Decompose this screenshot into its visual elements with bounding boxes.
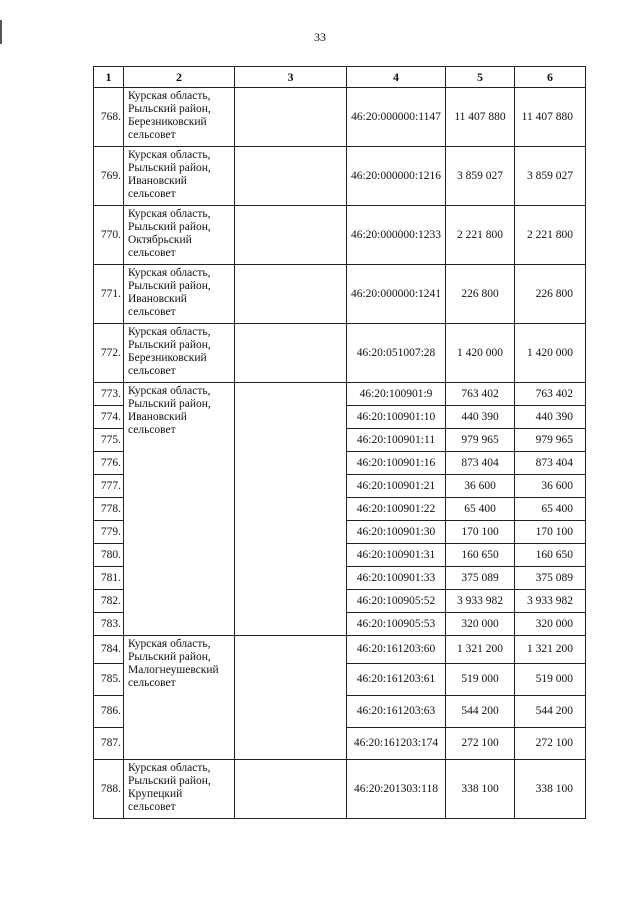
header-cell-5: 5 — [446, 67, 515, 88]
value-col-5: 375 089 — [446, 567, 515, 590]
value-col-5: 160 650 — [446, 544, 515, 567]
cadastral-number: 46:20:100905:53 — [347, 613, 446, 636]
cadastral-number: 46:20:161203:63 — [347, 696, 446, 728]
value-col-5: 272 100 — [446, 728, 515, 760]
column-3-cell — [235, 383, 347, 636]
row-number: 774. — [94, 406, 124, 429]
table-header-row — [94, 67, 586, 88]
row-number: 773. — [94, 383, 124, 406]
value-col-6: 2 221 800 — [515, 206, 586, 265]
value-col-5: 979 965 — [446, 429, 515, 452]
row-number: 772. — [94, 324, 124, 383]
row-number: 779. — [94, 521, 124, 544]
region-cell: Курская область, Рыльский район, Октябрьский сельсовет — [124, 206, 235, 265]
value-col-5: 170 100 — [446, 521, 515, 544]
column-3-cell — [235, 636, 347, 760]
row-number: 780. — [94, 544, 124, 567]
header-cell-3: 3 — [235, 67, 347, 88]
value-col-5: 338 100 — [446, 760, 515, 819]
table-row — [94, 760, 586, 819]
table-row — [94, 383, 586, 406]
value-col-6: 3 933 982 — [515, 590, 586, 613]
value-col-6: 36 600 — [515, 475, 586, 498]
cadastral-number: 46:20:100901:31 — [347, 544, 446, 567]
row-number: 782. — [94, 590, 124, 613]
value-col-5: 544 200 — [446, 696, 515, 728]
region-cell: Курская область, Рыльский район, Малогнеушевский сельсовет — [124, 636, 235, 760]
region-cell: Курская область, Рыльский район, Ивановский сельсовет — [124, 265, 235, 324]
row-number: 785. — [94, 664, 124, 696]
column-3-cell — [235, 760, 347, 819]
value-col-5: 2 221 800 — [446, 206, 515, 265]
cadastral-number: 46:20:100901:30 — [347, 521, 446, 544]
value-col-6: 375 089 — [515, 567, 586, 590]
row-number: 775. — [94, 429, 124, 452]
column-3-cell — [235, 265, 347, 324]
value-col-6: 1 321 200 — [515, 636, 586, 664]
value-col-6: 979 965 — [515, 429, 586, 452]
table-row — [94, 147, 586, 206]
column-3-cell — [235, 206, 347, 265]
row-number: 769. — [94, 147, 124, 206]
value-col-6: 1 420 000 — [515, 324, 586, 383]
value-col-6: 544 200 — [515, 696, 586, 728]
column-3-cell — [235, 88, 347, 147]
cadastral-number: 46:20:161203:174 — [347, 728, 446, 760]
value-col-5: 763 402 — [446, 383, 515, 406]
value-col-5: 65 400 — [446, 498, 515, 521]
column-3-cell — [235, 147, 347, 206]
table-row — [94, 324, 586, 383]
region-cell: Курская область, Рыльский район, Ивановский сельсовет — [124, 383, 235, 636]
table-row — [94, 88, 586, 147]
cadastral-number: 46:20:000000:1233 — [347, 206, 446, 265]
region-cell: Курская область, Рыльский район, Ивановский сельсовет — [124, 147, 235, 206]
value-col-5: 11 407 880 — [446, 88, 515, 147]
cadastral-number: 46:20:000000:1241 — [347, 265, 446, 324]
value-col-5: 1 420 000 — [446, 324, 515, 383]
value-col-5: 873 404 — [446, 452, 515, 475]
cadastral-number: 46:20:100901:33 — [347, 567, 446, 590]
header-cell-6: 6 — [515, 67, 586, 88]
cadastral-number: 46:20:000000:1216 — [347, 147, 446, 206]
row-number: 783. — [94, 613, 124, 636]
row-number: 776. — [94, 452, 124, 475]
table-row — [94, 265, 586, 324]
value-col-5: 3 933 982 — [446, 590, 515, 613]
table-row — [94, 636, 586, 664]
row-number: 787. — [94, 728, 124, 760]
page-number: 33 — [314, 30, 326, 44]
cadastral-number: 46:20:100905:52 — [347, 590, 446, 613]
header-cell-1: 1 — [94, 67, 124, 88]
region-cell: Курская область, Рыльский район, Березниковский сельсовет — [124, 88, 235, 147]
value-col-6: 272 100 — [515, 728, 586, 760]
value-col-6: 3 859 027 — [515, 147, 586, 206]
value-col-5: 320 000 — [446, 613, 515, 636]
value-col-6: 338 100 — [515, 760, 586, 819]
cadastral-number: 46:20:100901:16 — [347, 452, 446, 475]
value-col-6: 226 800 — [515, 265, 586, 324]
cadastral-number: 46:20:100901:11 — [347, 429, 446, 452]
value-col-6: 440 390 — [515, 406, 586, 429]
cadastral-number: 46:20:000000:1147 — [347, 88, 446, 147]
column-3-cell — [235, 324, 347, 383]
value-col-6: 160 650 — [515, 544, 586, 567]
cadastral-number: 46:20:100901:9 — [347, 383, 446, 406]
row-number: 788. — [94, 760, 124, 819]
cadastral-number: 46:20:100901:10 — [347, 406, 446, 429]
value-col-6: 170 100 — [515, 521, 586, 544]
row-number: 768. — [94, 88, 124, 147]
cadastral-number: 46:20:051007:28 — [347, 324, 446, 383]
region-cell: Курская область, Рыльский район, Крупецкий сельсовет — [124, 760, 235, 819]
value-col-5: 36 600 — [446, 475, 515, 498]
header-cell-4: 4 — [347, 67, 446, 88]
value-col-6: 519 000 — [515, 664, 586, 696]
value-col-5: 519 000 — [446, 664, 515, 696]
row-number: 770. — [94, 206, 124, 265]
region-cell: Курская область, Рыльский район, Березниковский сельсовет — [124, 324, 235, 383]
value-col-5: 226 800 — [446, 265, 515, 324]
row-number: 786. — [94, 696, 124, 728]
row-number: 784. — [94, 636, 124, 664]
value-col-5: 3 859 027 — [446, 147, 515, 206]
header-cell-2: 2 — [124, 67, 235, 88]
cadastral-number: 46:20:100901:22 — [347, 498, 446, 521]
value-col-6: 763 402 — [515, 383, 586, 406]
value-col-6: 320 000 — [515, 613, 586, 636]
row-number: 778. — [94, 498, 124, 521]
cadastral-number: 46:20:100901:21 — [347, 475, 446, 498]
cadastral-number: 46:20:201303:118 — [347, 760, 446, 819]
table-row — [94, 206, 586, 265]
row-number: 771. — [94, 265, 124, 324]
row-number: 777. — [94, 475, 124, 498]
value-col-6: 873 404 — [515, 452, 586, 475]
value-col-6: 65 400 — [515, 498, 586, 521]
land-plots-table — [93, 66, 586, 819]
table-body — [94, 67, 586, 819]
row-number: 781. — [94, 567, 124, 590]
value-col-5: 1 321 200 — [446, 636, 515, 664]
cadastral-number: 46:20:161203:61 — [347, 664, 446, 696]
cadastral-number: 46:20:161203:60 — [347, 636, 446, 664]
value-col-6: 11 407 880 — [515, 88, 586, 147]
value-col-5: 440 390 — [446, 406, 515, 429]
